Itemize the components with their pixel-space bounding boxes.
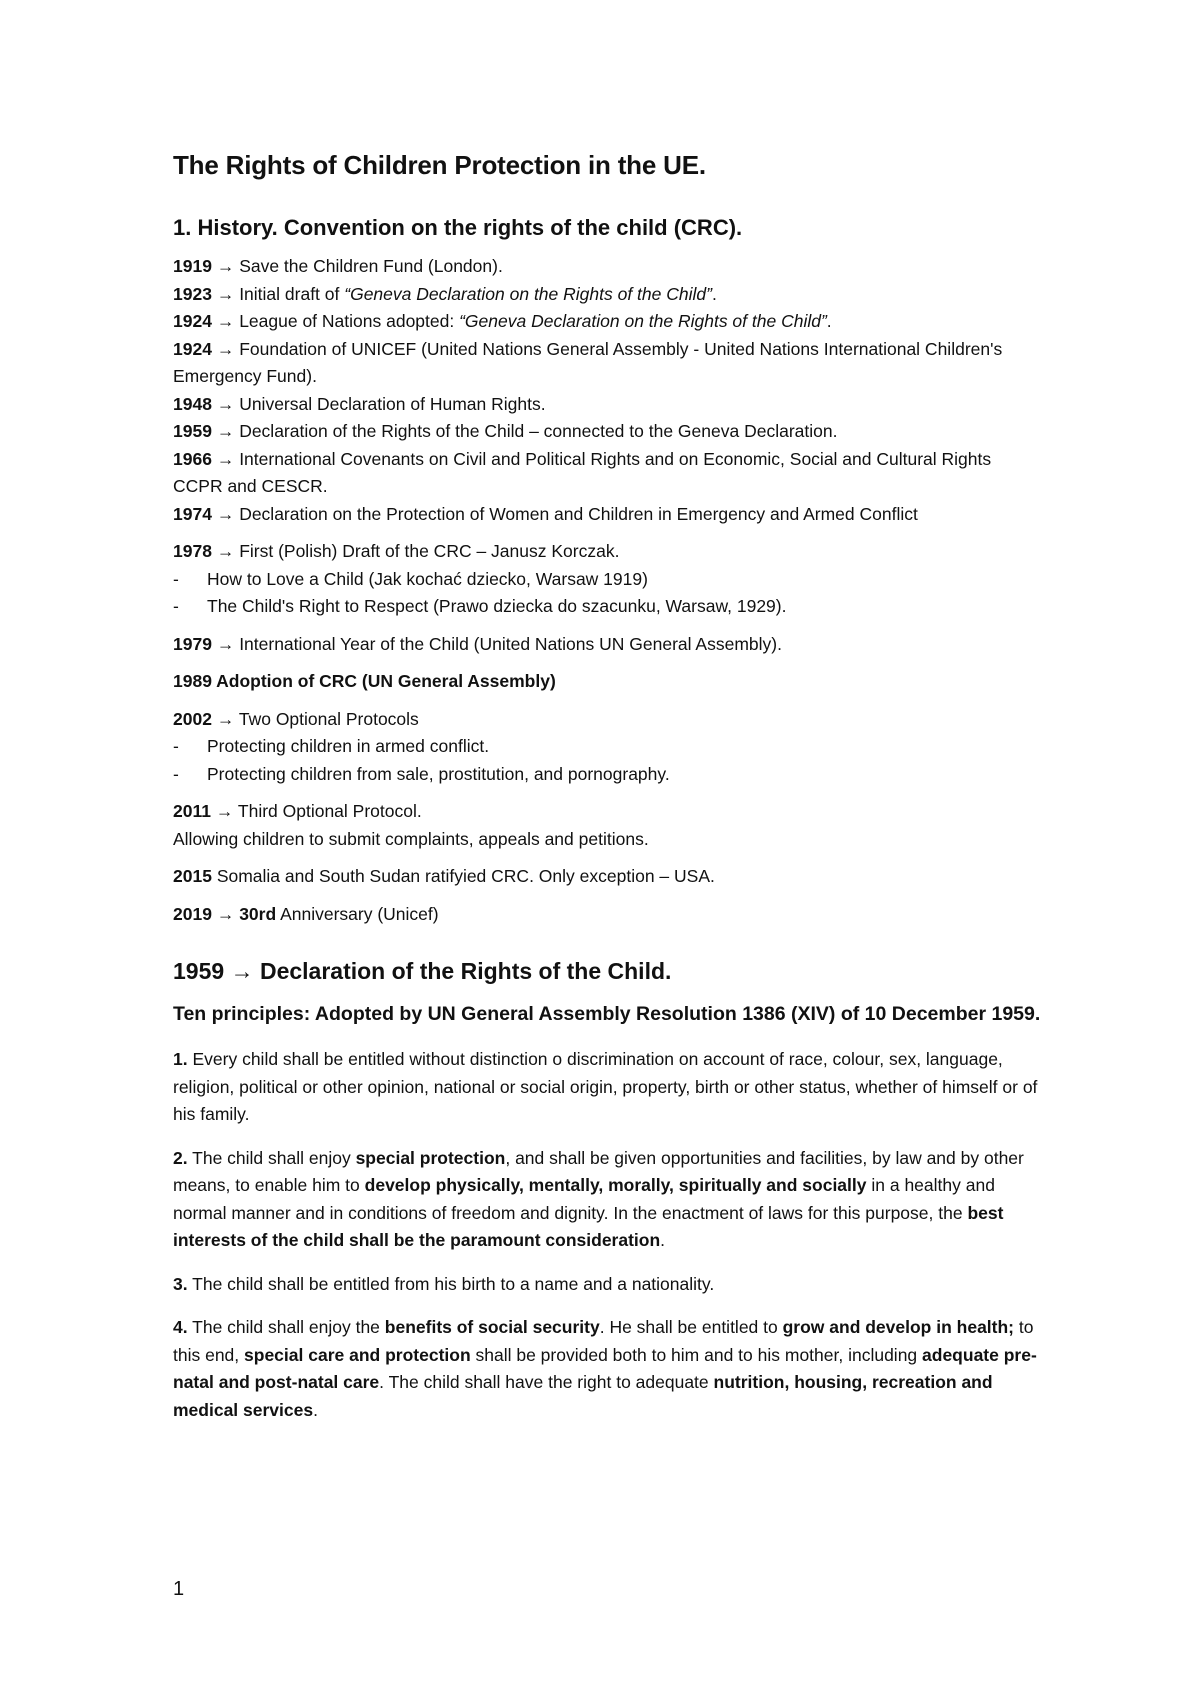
principle-emphasis: special protection [355,1147,506,1168]
arrow-icon: → [216,283,235,304]
principle-text: The child shall enjoy [192,1147,356,1168]
timeline-entry [173,253,1043,281]
principle-2 [173,1145,1043,1255]
timeline-entry [173,501,1043,529]
timeline-entry [173,418,1043,446]
entry-text: Anniversary (Unicef) [280,903,439,924]
timeline-entry [173,336,1043,391]
arrow-icon: → [216,393,235,414]
principle-text: Every child shall be entitled without distinction o discrimination on account of race, colour, sex, language, religion, political or other opinion, national or social origin, property, birth or other status, whether of himself or of his family. [173,1049,1038,1124]
entry-text: Somalia and South Sudan ratifyied CRC. Only exception – USA. [216,866,715,886]
timeline-entry-1979 [173,631,1043,659]
entry-year: 1978 [173,541,212,561]
page-content [173,150,1043,1440]
principle-text: . He shall be entitled to [599,1317,783,1337]
principle-text: , and shall be given opportunities and facilities, by law and by other means, to enable him to [173,1147,1024,1195]
entry-year: 1924 [173,311,212,331]
principle-text: . The child shall have the right to adequate [379,1372,714,1392]
timeline [173,253,1043,928]
heading-year: 1959 [173,958,225,984]
entry-text-end: . [826,311,832,331]
timeline-entry-2019 [173,901,1043,929]
timeline-entry-1989: 1989 Adoption of CRC (UN General Assembly) [173,671,556,691]
principle-1 [173,1046,1043,1129]
entry-text: League of Nations adopted: [239,311,460,331]
entry-text: First (Polish) Draft of the CRC – Janusz Korczak. [239,541,620,561]
entry-year: 2015 [173,866,212,886]
entry-year: 1923 [173,283,212,304]
timeline-entry-1978 [173,538,1043,566]
arrow-icon: → [230,958,254,984]
timeline-entry-2002 [173,706,1043,734]
principle-text: shall be provided both to him and to his mother, including [470,1344,923,1365]
entry-year: 1966 [173,448,212,469]
arrow-icon: → [216,633,235,654]
page-number: 1 [173,1578,185,1600]
document-title: The Rights of Children Protection in the UE. [173,150,706,180]
entry-year: 1948 [173,393,212,414]
entry-text: Initial draft of [239,283,345,304]
heading-text: Declaration of the Rights of the Child. [259,958,672,984]
timeline-entry-2011 [173,798,1043,826]
principle-emphasis: nutrition, housing, recreation and medical services [173,1372,993,1420]
principle-3 [173,1271,1043,1299]
arrow-icon: → [216,541,235,561]
entry-text: Third Optional Protocol. [237,801,422,821]
list-item: - How to Love a Child (Jak kochać dziecko, Warsaw 1919) [173,566,1043,594]
arrow-icon: → [216,708,235,729]
entry-year: 2002 [173,708,212,729]
entry-year: 1974 [173,503,212,524]
timeline-entry [173,391,1043,419]
entry-text: Declaration on the Protection of Women and Children in Emergency and Armed Conflict [239,503,918,524]
timeline-entry [173,446,1043,501]
principle-text: The child shall enjoy the [192,1317,385,1337]
arrow-icon: → [216,421,235,441]
entry-text-end: . [711,283,717,304]
list-item: - Protecting children in armed conflict. [173,733,1043,761]
entry-text: International Year of the Child (United Nations UN General Assembly). [239,633,782,654]
principle-emphasis: special care and protection [244,1344,471,1365]
arrow-icon: → [216,338,235,359]
principle-number: 1. [173,1049,188,1069]
entry-text: Foundation of UNICEF (United Nations General Assembly - United Nations International Children's Emergency Fund). [173,338,1003,386]
entry-text: Two Optional Protocols [238,708,419,729]
arrow-icon: → [216,311,235,331]
entry-year: 1959 [173,421,212,441]
arrow-icon: → [216,448,235,469]
arrow-icon: → [215,801,234,821]
principle-4 [173,1314,1043,1424]
principle-emphasis: adequate pre-natal and post-natal care [173,1344,1037,1392]
section-heading-history: 1. History. Convention on the rights of the child (CRC). [173,215,743,240]
list-item: - The Child's Right to Respect (Prawo dziecka do szacunku, Warsaw, 1929). [173,593,1043,621]
timeline-entry [173,308,1043,336]
entry-text: International Covenants on Civil and Political Rights and on Economic, Social and Cultural Rights CCPR and CESCR. [173,448,992,496]
entry-text: Save the Children Fund (London). [239,256,503,276]
entry-text: Universal Declaration of Human Rights. [239,393,546,414]
principle-emphasis: benefits of social security [384,1317,600,1337]
arrow-icon: → [216,256,235,276]
entry-text: Declaration of the Rights of the Child – connected to the Geneva Declaration. [239,421,838,441]
section-heading-declaration [173,958,1043,985]
principle-number: 3. [173,1273,188,1294]
arrow-icon: → [216,503,235,524]
entry-italic-title: “Geneva Declaration on the Rights of the Child” [344,283,712,304]
principle-text: The child shall be entitled from his birth to a name and a nationality. [192,1273,715,1294]
entry-year: 2011 [173,801,211,821]
entry-italic-title: “Geneva Declaration on the Rights of the Child” [459,311,827,331]
principle-number: 2. [173,1147,188,1168]
entry-continuation: Allowing children to submit complaints, appeals and petitions. [173,828,649,849]
list-item: - Protecting children from sale, prostitution, and pornography. [173,761,1043,789]
principles-subheading: Ten principles: Adopted by UN General Assembly Resolution 1386 (XIV) of 10 December 1959. [173,1003,1041,1025]
principle-text: to this end, [173,1317,1034,1365]
entry-year: 1919 [173,256,212,276]
principle-text: . [660,1230,666,1250]
principle-emphasis: grow and develop in health; [782,1317,1015,1337]
principle-emphasis: develop physically, mentally, morally, spiritually and socially [364,1175,867,1195]
principle-text: in a healthy and normal manner and in conditions of freedom and dignity. In the enactment of laws for this purpose, the [173,1175,995,1223]
entry-year: 1979 [173,633,212,654]
timeline-entry [173,281,1043,309]
principle-text: . [313,1399,318,1420]
timeline-entry-2015 [173,863,1043,891]
arrow-icon: → [216,903,235,924]
principle-number: 4. [173,1317,188,1337]
entry-bold: 30rd [239,903,277,924]
entry-year: 2019 [173,903,212,924]
entry-year: 1924 [173,338,212,359]
principle-emphasis: best interests of the child shall be the paramount consideration [173,1202,1004,1250]
